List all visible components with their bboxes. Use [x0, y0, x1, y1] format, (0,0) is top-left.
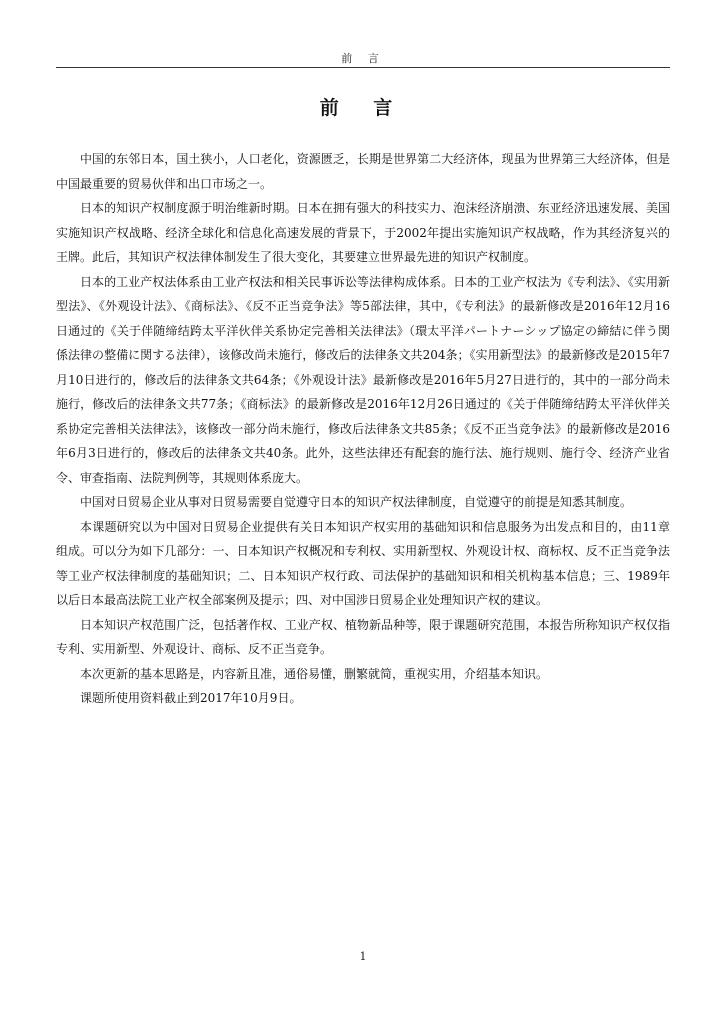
paragraph: 中国对日贸易企业从事对日贸易需要自觉遵守日本的知识产权法律制度，自觉遵守的前提是知悉其制度。: [80, 495, 633, 509]
paragraph: 日本的知识产权制度源于明治维新时期。日本在拥有强大的科技实力、泡沫经济崩溃、东亚经济迅速发展、美国实施知识产权战略、经济全球化和信息化高速发展的背景下，于2002年提出实施知识产权战略，作为其经济复兴的王牌。此后，其知识产权法律体制发生了很大变化，其要建立世界最先进的知识产权制度。: [56, 201, 670, 264]
paragraph: 本课题研究以为中国对日贸易企业提供有关日本知识产权实用的基础知识和信息服务为出发点和目的，由11章组成。可以分为如下几部分：一、日本知识产权概况和专利权、实用新型权、外观设计权、商标权、反不正当竞争法等工业产权法律制度的基础知识；二、日本知识产权行政、司法保护的基础知识和相关机构基本信息；三、1989年以后日本最高法院工业产权全部案例及提示；四、对中国涉日贸易企业处理知识产权的建议。: [56, 519, 670, 607]
body-text: [56, 147, 670, 711]
paragraph: 日本的工业产权法体系由工业产权法和相关民事诉讼等法律构成体系。日本的工业产权法为《专利法》、《实用新型法》、《外观设计法》、《商标法》、《反不正当竞争法》等5部法律，其中，《专利法》的最新修改是2016年12月16日通过的《关于伴随缔结跨太平洋伙伴关系协定完善相关法律法》（環太平洋パートナーシップ協定の締結に伴う関係法律の整備に関する法律），该修改尚未施行，修改后的法律条文共204条；《实用新型法》的最新修改是2015年7月10日进行的，修改后的法律条文共64条；《外观设计法》最新修改是2016年5月27日进行的，其中的一部分尚未施行，修改后的法律条文共77条；《商标法》的最新修改是2016年12月26日通过的《关于伴随缔结跨太平洋伙伴关系协定完善相关法律法》，该修改一部分尚未施行，修改后法律条文共85条；《反不正当竞争法》的最新修改是2016年6月3日进行的，修改后的法律条文共40条。此外，这些法律还有配套的施行法、施行规则、施行令、经济产业省令、审查指南、法院判例等，其规则体系庞大。: [56, 274, 670, 485]
paragraph: 中国的东邻日本，国土狭小，人口老化，资源匮乏，长期是世界第二大经济体，现虽为世界第三大经济体，但是中国最重要的贸易伙伴和出口市场之一。: [56, 152, 670, 191]
paragraph: 课题所使用资料截止到2017年10月9日。: [80, 691, 302, 705]
header-rule: [56, 67, 670, 68]
running-header: 前 言: [341, 52, 385, 65]
paragraph: 本次更新的基本思路是，内容新且准，通俗易懂，删繁就简，重视实用，介绍基本知识。: [80, 666, 549, 681]
page-number: 1: [359, 950, 367, 963]
page-title: 前 言: [319, 97, 407, 119]
paragraph: 日本知识产权范围广泛，包括著作权、工业产权、植物新品种等，限于课题研究范围，本报告所称知识产权仅指专利、实用新型、外观设计、商标、反不正当竞争。: [56, 617, 670, 656]
